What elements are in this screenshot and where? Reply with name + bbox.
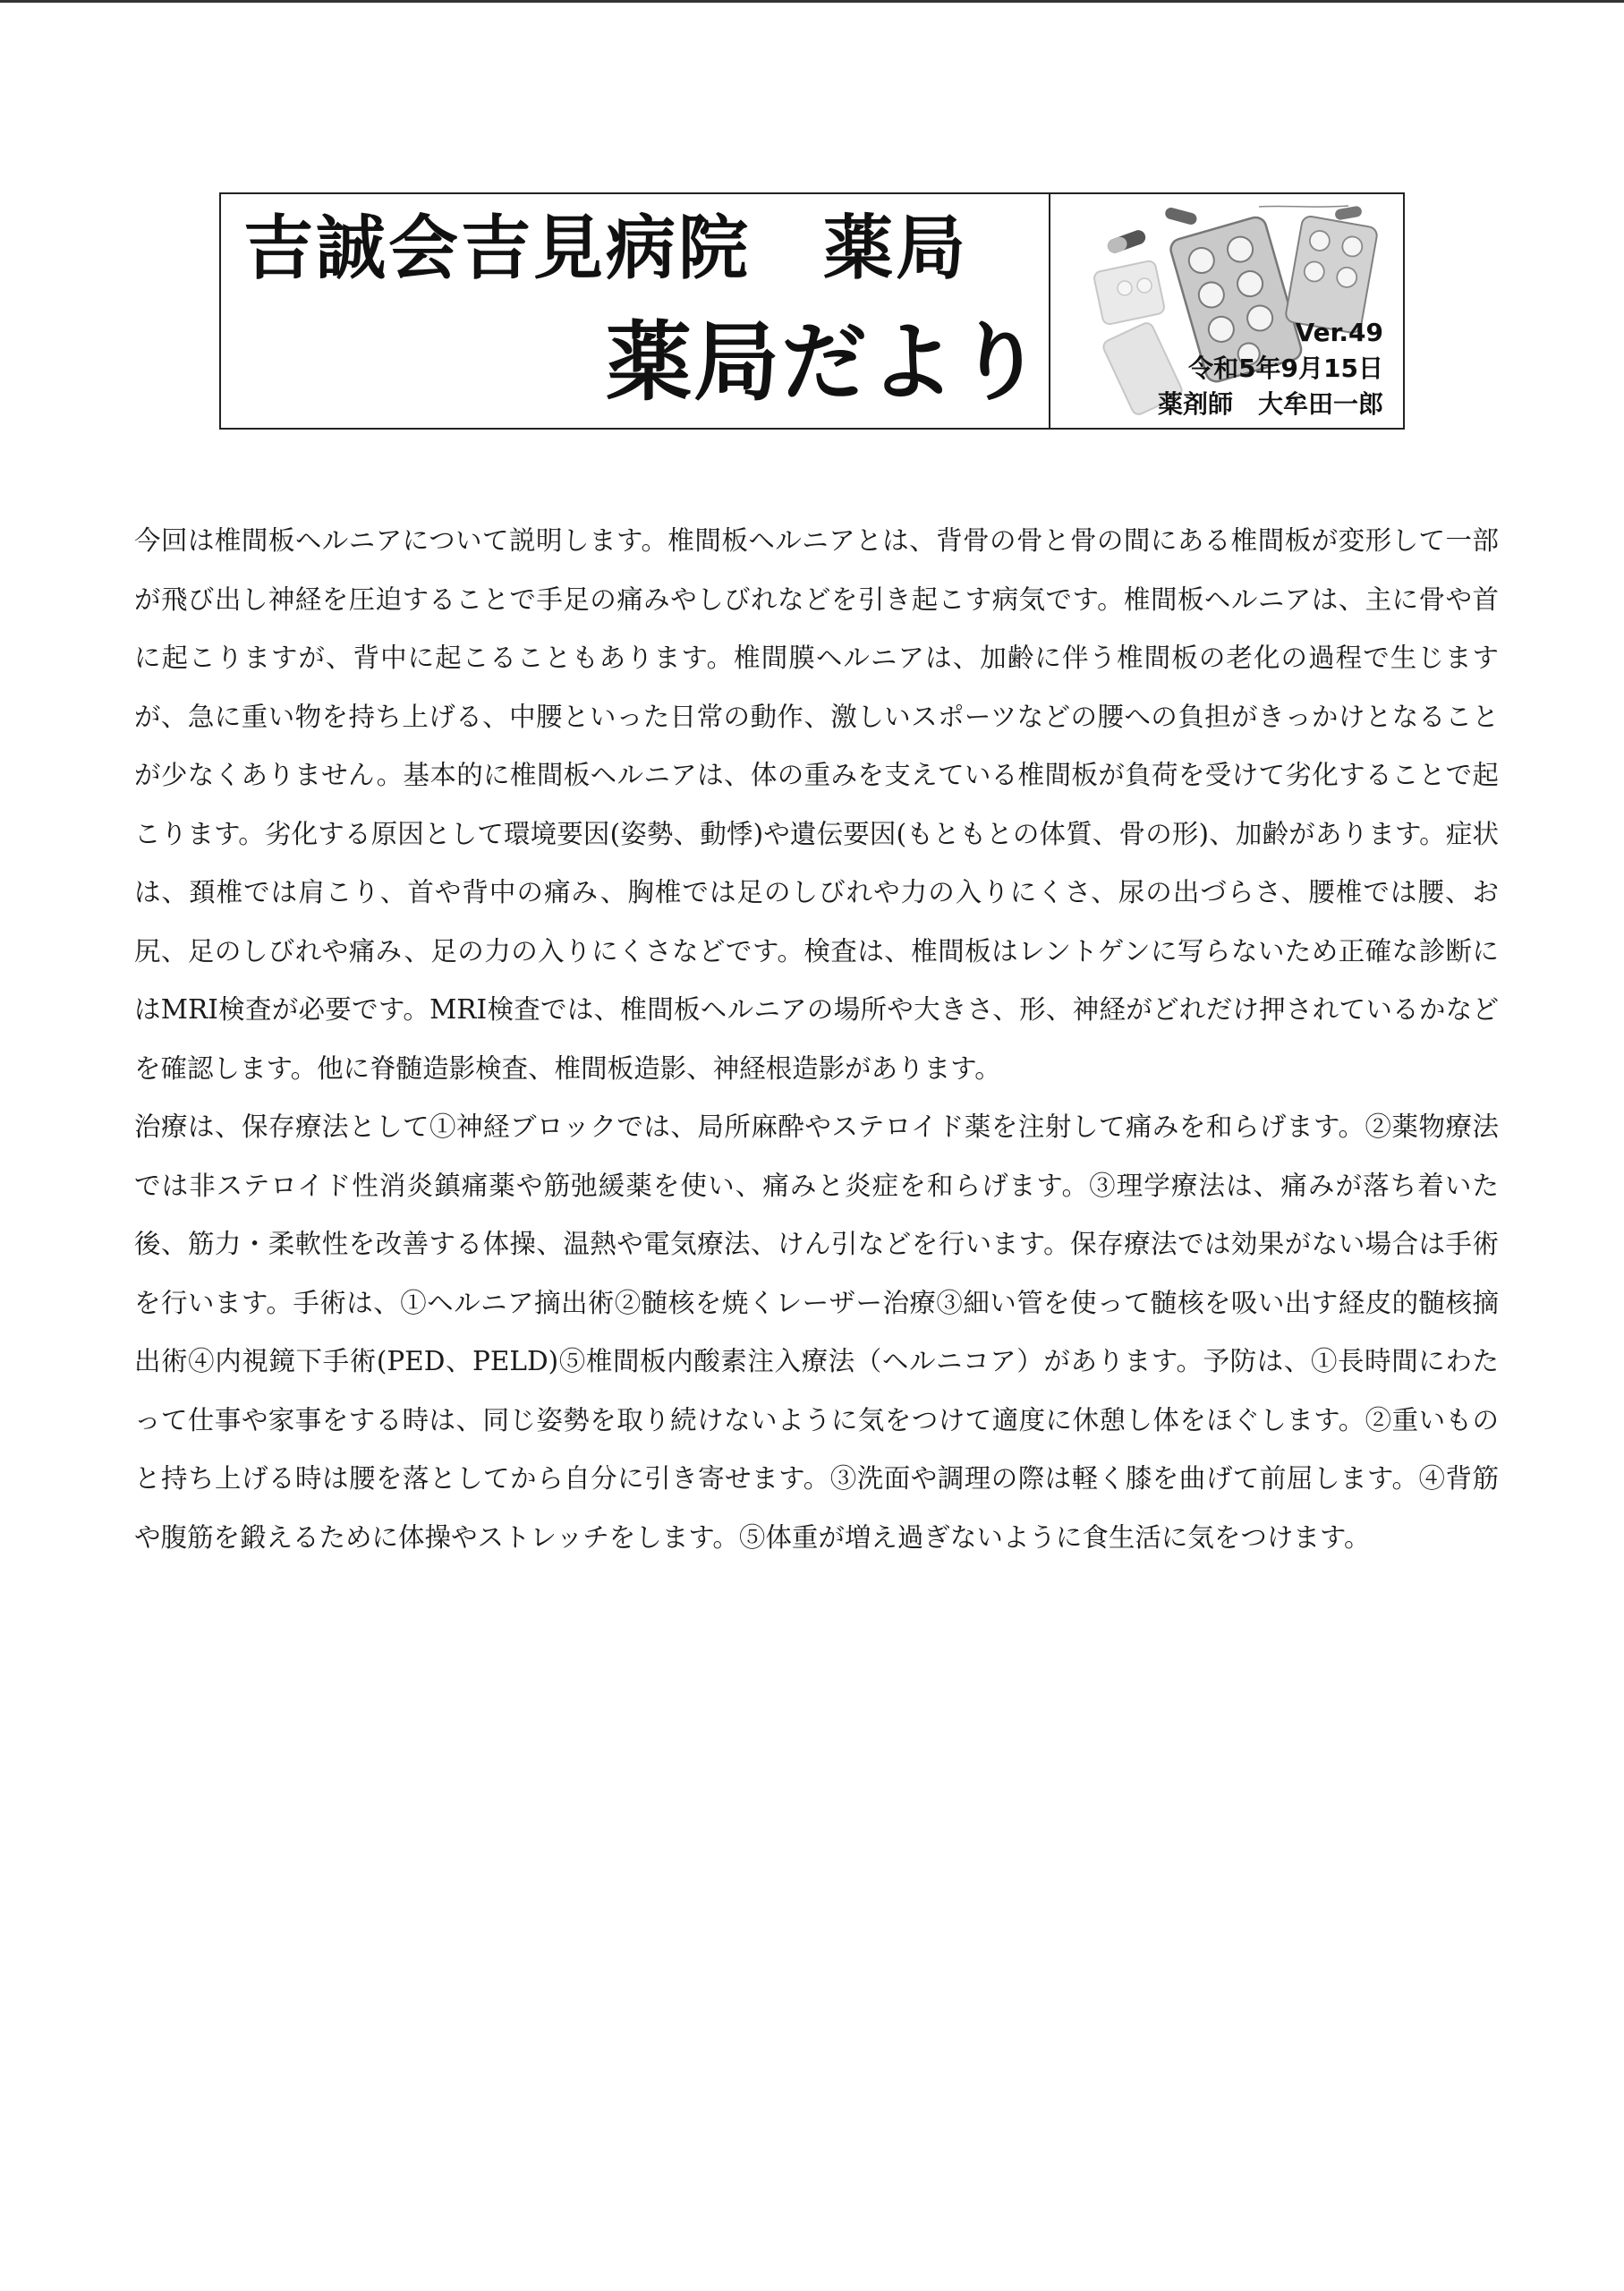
issue-version: Ver.49 [1295, 318, 1383, 347]
article-paragraph: 今回は椎間板ヘルニアについて説明します。椎間板ヘルニアとは、背骨の骨と骨の間にある椎間板が変形して一部が飛び出し神経を圧迫することで手足の痛みやしびれなどを引き起こす病気です。椎間板ヘルニアは、主に骨や首に起こりますが、背中に起こることもあります。椎間膜ヘルニアは、加齢に伴う椎間板の老化の過程で生じますが、急に重い物を持ち上げる、中腰といった日常の動作、激しいスポーツなどの腰への負担がきっかけとなることが少なくありません。基本的に椎間板ヘルニアは、体の重みを支えている椎間板が負荷を受けて劣化することで起こります。劣化する原因として環境要因(姿勢、動悸)や遺伝要因(もともとの体質、骨の形)、加齢があります。症状は、頚椎では肩こり、首や背中の痛み、胸椎では足のしびれや力の入りにくさ、尿の出づらさ、腰椎では腰、お尻、足のしびれや痛み、足の力の入りにくさなどです。検査は、椎間板はレントゲンに写らないため正確な診断にはMRI検査が必要です。MRI検査では、椎間板ヘルニアの場所や大きさ、形、神経がどれだけ押されているかなどを確認します。他に脊髄造影検査、椎間板造影、神経根造影があります。 [134, 525, 1500, 1084]
issue-author: 薬剤師 大牟田一郎 [1157, 389, 1383, 419]
header-divider [1049, 194, 1050, 428]
article-paragraph: 治療は、保存療法として①神経ブロックでは、局所麻酔やステロイド薬を注射して痛みを和らげます。②薬物療法では非ステロイド性消炎鎮痛薬や筋弛緩薬を使い、痛みと炎症を和らげます。③理学療法は、痛みが落ち着いた後、筋力・柔軟性を改善する体操、温熱や電気療法、けん引などを行います。保存療法では効果がない場合は手術を行います。手術は、①ヘルニア摘出術②髄核を焼くレーザー治療③細い管を使って髄核を吸い出す経皮的髄核摘出術④内視鏡下手術(PED、PELD)⑤椎間板内酸素注入療法（ヘルニコア）があります。予防は、①長時間にわたって仕事や家事をする時は、同じ姿勢を取り続けないように気をつけて適度に休憩し体をほぐします。②重いものと持ち上げる時は腰を落としてから自分に引き寄せます。③洗面や調理の際は軽く膝を曲げて前屈します。④背筋や腹筋を鍛えるために体操やストレッチをします。⑤体重が増え過ぎないように食生活に気をつけます。 [134, 1111, 1500, 1553]
newsletter-title: 薬局だより [606, 312, 1044, 413]
issue-date: 令和5年9月15日 [1188, 353, 1383, 383]
article-body [134, 512, 1499, 1567]
hospital-name: 吉誠会吉見病院 薬局 [243, 209, 969, 289]
issue-info [1158, 315, 1383, 422]
page-top-edge [0, 0, 1624, 3]
newsletter-header [219, 192, 1405, 430]
